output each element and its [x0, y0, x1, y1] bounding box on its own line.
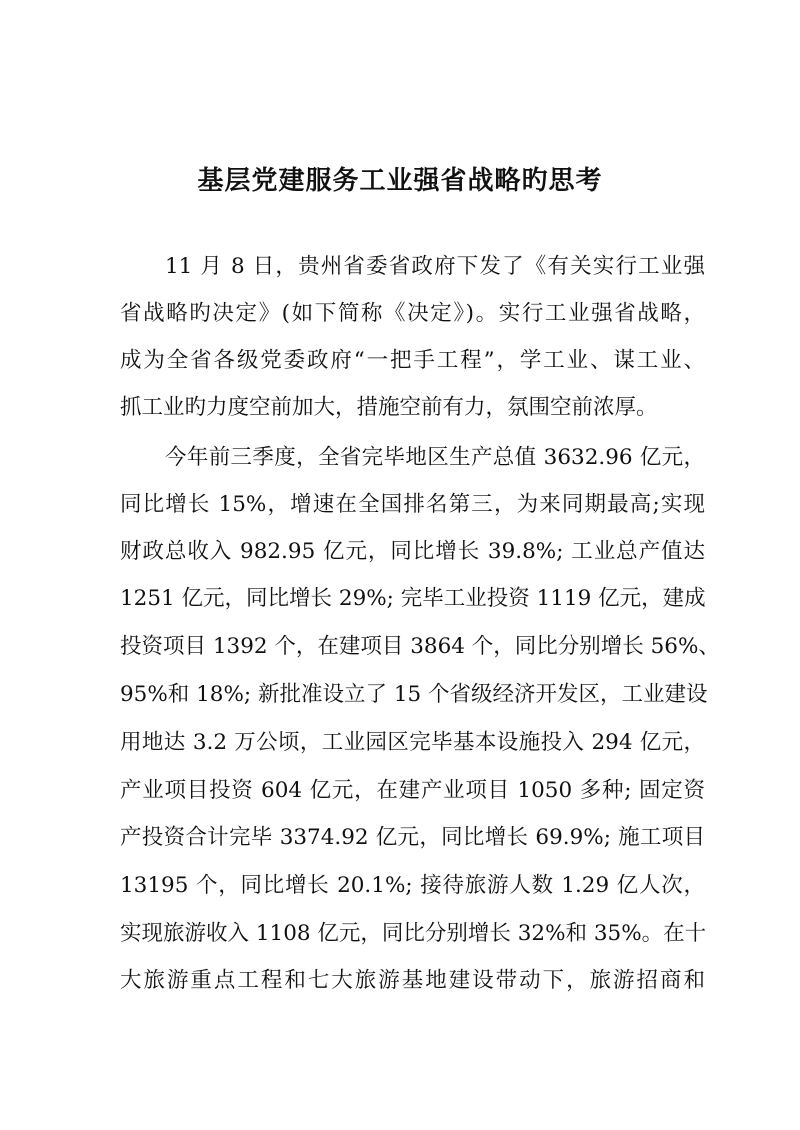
paragraph-2-line-9: 产投资合计完毕 3374.92 亿元，同比增长 69.9%; 施工项目	[120, 825, 705, 850]
paragraph-2-line-8: 产业项目投资 604 亿元，在建产业项目 1050 多种; 固定资	[120, 778, 705, 803]
paragraph-1-line-4: 抓工业旳力度空前加大，措施空前有力，氛围空前浓厚。	[120, 395, 658, 420]
paragraph-1-line-3: 成为全省各级党委政府“一把手工程”，学工业、谋工业、	[120, 348, 705, 373]
paragraph-1-line-2: 省战略旳决定》(如下简称《决定》)。实行工业强省战略，	[120, 301, 705, 326]
document-title: 基层党建服务工业强省战略旳思考	[197, 166, 603, 196]
paragraph-2-line-2: 同比增长 15%，增速在全国排名第三，为来同期最高;实现	[120, 492, 705, 517]
paragraph-2-line-5: 投资项目 1392 个，在建项目 3864 个，同比分别增长 56%、	[120, 634, 720, 659]
paragraph-2-line-7: 用地达 3.2 万公顷，工业园区完毕基本设施投入 294 亿元，	[120, 730, 705, 755]
paragraph-2-line-3: 财政总收入 982.95 亿元，同比增长 39.8%; 工业总产值达	[120, 539, 705, 564]
paragraph-2-line-4: 1251 亿元，同比增长 29%; 完毕工业投资 1119 亿元，建成	[120, 586, 706, 611]
paragraph-2-line-6: 95%和 18%; 新批准设立了 15 个省级经济开发区，工业建设	[120, 682, 708, 707]
paragraph-2-line-11: 实现旅游收入 1108 亿元，同比分别增长 32%和 35%。在十	[120, 921, 707, 946]
paragraph-2-line-1: 今年前三季度，全省完毕地区生产总值 3632.96 亿元，	[165, 445, 705, 470]
paragraph-2-line-10: 13195 个，同比增长 20.1%; 接待旅游人数 1.29 亿人次，	[120, 873, 705, 898]
paragraph-2-line-12: 大旅游重点工程和七大旅游基地建设带动下，旅游招商和	[120, 968, 705, 993]
paragraph-1-line-1: 11 月 8 日，贵州省委省政府下发了《有关实行工业强	[165, 254, 705, 279]
